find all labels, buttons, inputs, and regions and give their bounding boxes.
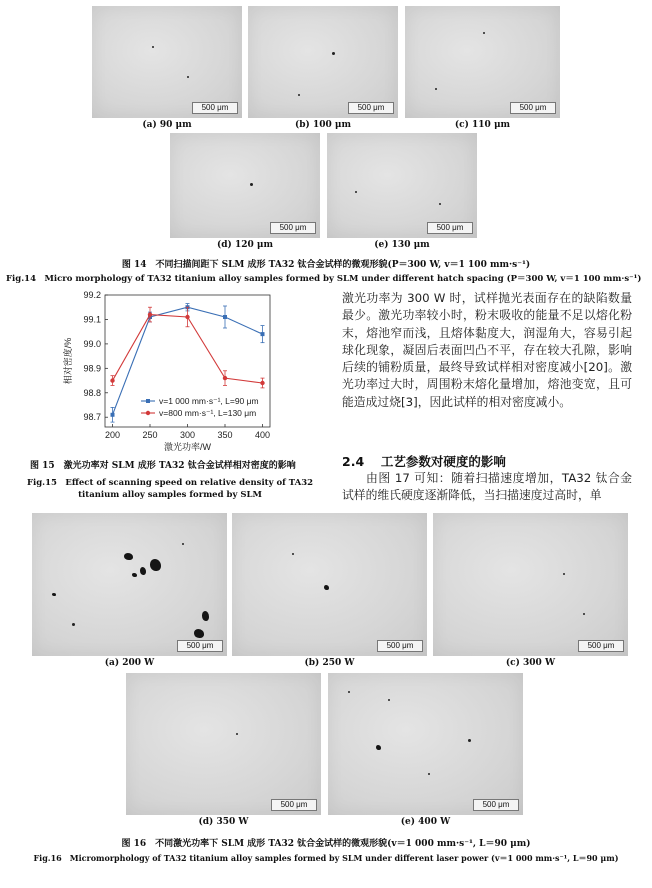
x-tick-label: 400	[254, 430, 271, 440]
data-point	[110, 378, 114, 382]
scale-bar: 500 μm	[271, 799, 317, 811]
scale-bar: 500 μm	[473, 799, 519, 811]
scale-bar: 500 μm	[192, 102, 238, 114]
data-point	[111, 413, 115, 417]
fig14-label-a: (a) 90 μm	[142, 120, 192, 130]
fig14-label-b: (b) 100 μm	[295, 120, 351, 130]
x-tick-label: 250	[142, 430, 158, 440]
y-tick-label: 99.0	[83, 338, 101, 349]
data-point	[148, 312, 152, 316]
section-title: 工艺参数对硬度的影响	[380, 454, 506, 469]
y-tick-label: 98.7	[83, 412, 101, 423]
x-tick-label: 350	[217, 430, 233, 440]
x-tick-label: 300	[179, 430, 196, 440]
fig14-panel-b	[248, 6, 398, 118]
scale-bar: 500 μm	[348, 102, 394, 114]
paragraph-text: 由图 17 可知：随着扫描速度增加，TA32 钛合金试样的维氏硬度逐渐降低，当扫描速度过高时，单	[342, 471, 632, 503]
fig15-caption-en-2: titanium alloy samples formed by SLM	[78, 490, 262, 500]
fig14-caption-en: Fig.14 Micro morphology of TA32 titanium alloy samples formed by SLM under different hatch spacing (P＝300 W, v＝1 100 mm·s⁻¹)	[6, 274, 642, 284]
y-tick-label: 98.8	[83, 387, 101, 398]
fig16-panel-a	[32, 513, 227, 656]
y-tick-label: 99.2	[83, 290, 101, 300]
paragraph-text: 激光功率为 300 W 时，试样抛光表面存在的缺陷数量最少。激光功率较小时，粉末吸收的能量不足以熔化粉末，熔池窄而浅，且熔体黏度大，润湿角大，容易引起球化现象，凝固后表面凹凸不平，存在较大孔隙，影响后续的铺粉质量，最终导致试样相对密度减小[20]。激光功率过大时，周围粉末熔化量增加，熔池变宽，且可能造成过烧[3]，因此试样的相对密度减小。	[342, 291, 632, 409]
data-point	[223, 315, 227, 319]
fig14-label-e: (e) 130 μm	[374, 240, 430, 250]
x-tick-label: 200	[104, 430, 121, 440]
scale-bar: 500 μm	[270, 222, 316, 234]
legend-label: v=800 mm·s⁻¹, L=130 μm	[159, 408, 257, 418]
fig16-label-a: (a) 200 W	[104, 658, 155, 668]
x-axis-label: 激光功率/W	[164, 442, 211, 452]
scale-bar: 500 μm	[177, 640, 223, 652]
fig16-label-b: (b) 250 W	[304, 658, 355, 668]
fig14-label-d: (d) 120 μm	[217, 240, 273, 250]
y-tick-label: 99.1	[83, 314, 101, 325]
data-point	[260, 381, 264, 385]
fig14-panel-e	[327, 133, 477, 238]
data-point	[185, 315, 189, 319]
fig15-caption-cn: 图 15 激光功率对 SLM 成形 TA32 钛合金试样相对密度的影响	[30, 461, 296, 471]
y-axis-label: 相对密度/%	[63, 337, 73, 385]
fig16-panel-b	[232, 513, 427, 656]
fig16-panel-e	[328, 673, 523, 815]
legend-label: v=1 000 mm·s⁻¹, L=90 μm	[159, 396, 259, 406]
scale-bar: 500 μm	[510, 102, 556, 114]
body-paragraph-1	[342, 290, 632, 411]
fig15-caption-en-1: Fig.15 Effect of scanning speed on relative density of TA32	[26, 478, 314, 488]
scale-bar: 500 μm	[578, 640, 624, 652]
fig14-label-c: (c) 110 μm	[454, 120, 511, 130]
fig14-panel-a	[92, 6, 242, 118]
data-point	[261, 332, 265, 336]
section-heading	[342, 452, 506, 470]
fig15-chart	[35, 287, 335, 452]
scale-bar: 500 μm	[377, 640, 423, 652]
fig14-panel-c	[405, 6, 560, 118]
fig16-caption-cn: 图 16 不同激光功率下 SLM 成形 TA32 钛合金试样的微观形貌(v＝1 000 mm·s⁻¹, L＝90 μm)	[121, 839, 531, 849]
fig16-label-d: (d) 350 W	[198, 817, 249, 827]
fig16-caption-en: Fig.16 Micromorphology of TA32 titanium alloy samples formed by SLM under different laser power (v＝1 000 mm·s⁻¹, L＝90 μm)	[33, 853, 619, 863]
body-paragraph-2	[342, 470, 632, 505]
scale-bar: 500 μm	[427, 222, 473, 234]
data-point	[223, 376, 227, 380]
legend-marker	[146, 411, 150, 415]
fig14-caption-cn: 图 14 不同扫描间距下 SLM 成形 TA32 钛合金试样的微观形貌(P＝300 W, v＝1 100 mm·s⁻¹)	[121, 260, 531, 270]
fig16-panel-c	[433, 513, 628, 656]
fig16-label-c: (c) 300 W	[505, 658, 556, 668]
y-tick-label: 98.9	[83, 363, 101, 374]
fig16-panel-d	[126, 673, 321, 815]
section-number: 2.4	[342, 454, 365, 469]
fig16-label-e: (e) 400 W	[400, 817, 451, 827]
legend-marker	[146, 399, 150, 403]
fig14-panel-d	[170, 133, 320, 238]
